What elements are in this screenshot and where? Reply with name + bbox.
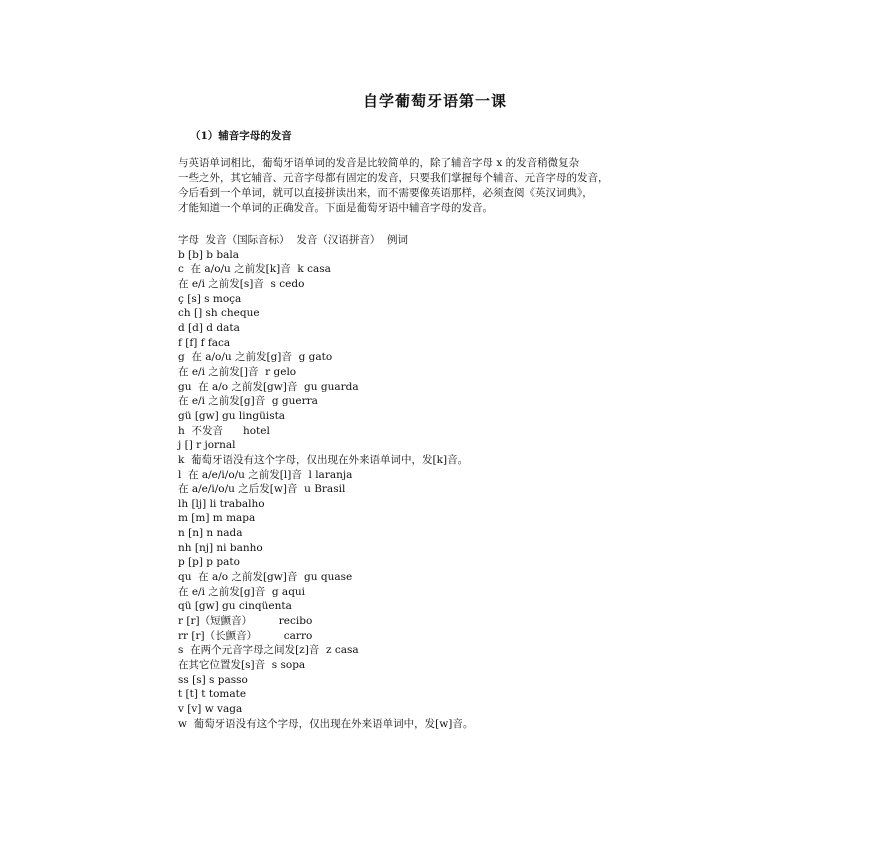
list-item: t [t] t tomate <box>178 688 247 701</box>
list-item: j [] r jornal <box>178 439 236 452</box>
list-item: l 在 a/e/i/o/u 之前发[l]音 l laranja <box>178 468 353 481</box>
list-item: gu 在 a/o 之前发[gw]音 gu guarda <box>178 380 359 393</box>
list-item: k 葡萄牙语没有这个字母，仅出现在外来语单词中，发[k]音。 <box>178 453 469 466</box>
list-item: w 葡萄牙语没有这个字母，仅出现在外来语单词中，发[w]音。 <box>178 717 474 730</box>
list-item: 在 e/i 之前发[]音 r gelo <box>178 365 297 378</box>
intro-paragraph <box>178 156 718 216</box>
list-item: ch [] sh cheque <box>178 307 260 320</box>
list-item: m [m] m mapa <box>178 512 256 525</box>
list-item: lh [lj] li trabalho <box>178 497 265 510</box>
intro-line: 一些之外，其它辅音、元音字母都有固定的发音，只要我们掌握每个辅音、元音字母的发音， <box>178 172 609 184</box>
intro-line: 今后看到一个单词，就可以直接拼读出来，而不需要像英语那样，必须查阅《英汉词典》， <box>178 187 593 199</box>
list-item: c 在 a/o/u 之前发[k]音 k casa <box>178 263 331 276</box>
list-item: gü [gw] gu lingüista <box>178 409 286 422</box>
list-item: v [v] w vaga <box>178 703 243 715</box>
list-item: 在 e/i 之前发[s]音 s cedo <box>178 277 305 290</box>
list-item: d [d] d data <box>178 321 240 334</box>
list-item: 在 e/i 之前发[g]音 g guerra <box>178 395 318 408</box>
list-item: ç [s] s moça <box>178 292 242 305</box>
list-item: nh [nj] ni banho <box>178 541 263 554</box>
intro-line: 与英语单词相比，葡萄牙语单词的发音是比较简单的，除了辅音字母 x 的发音稍微复杂 <box>178 157 580 169</box>
list-item: 在 a/e/i/o/u 之后发[w]音 u Brasil <box>178 483 346 496</box>
list-item: h 不发音 hotel <box>178 424 270 437</box>
list-item: f [f] f faca <box>178 336 231 349</box>
intro-line: 才能知道一个单词的正确发音。下面是葡萄牙语中辅音字母的发音。 <box>178 202 493 214</box>
section-heading: （1）辅音字母的发音 <box>190 130 292 142</box>
list-item: s 在两个元音字母之间发[z]音 z casa <box>178 644 359 657</box>
list-item: qu 在 a/o 之前发[gw]音 gu quase <box>178 571 353 584</box>
page-title: 自学葡萄牙语第一课 <box>362 92 507 110</box>
consonant-list <box>178 233 473 731</box>
list-item: n [n] n nada <box>178 527 243 540</box>
list-item: rr [r]（长颤音） carro <box>178 629 313 642</box>
list-item: 在其它位置发[s]音 s sopa <box>178 659 306 672</box>
list-item: qü [gw] gu cinqüenta <box>178 600 292 613</box>
list-item: g 在 a/o/u 之前发[g]音 g gato <box>178 351 333 364</box>
list-item: ss [s] s passo <box>178 673 248 686</box>
list-header: 字母 发音（国际音标） 发音（汉语拼音） 例词 <box>178 234 409 246</box>
list-item: 在 e/i 之前发[g]音 g aqui <box>178 585 306 598</box>
list-item: r [r]（短颤音） recibo <box>178 615 313 628</box>
list-item: p [p] p pato <box>178 556 240 569</box>
list-item: b [b] b bala <box>178 248 239 261</box>
